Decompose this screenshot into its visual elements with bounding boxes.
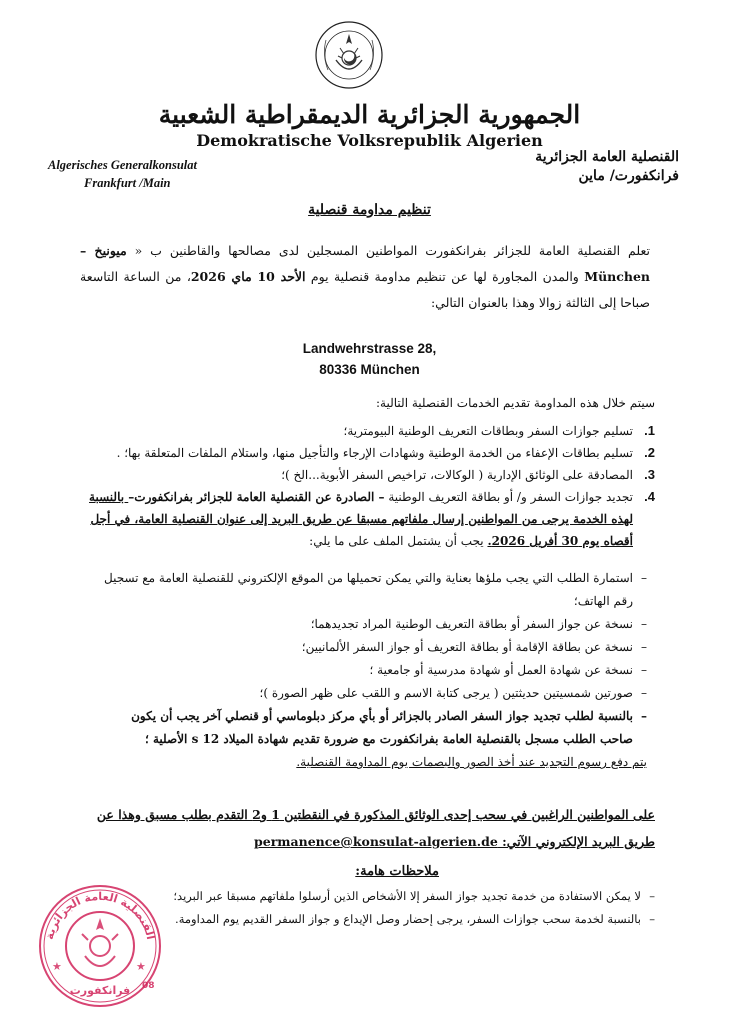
item4-text-b: – الصادرة عن القنصلية العامة للجزائر بفرانكفورت– <box>128 490 385 504</box>
stamp-top-text: القنصلية العامة الجزائرية <box>42 889 158 941</box>
item4-text-c: بالنسبة لهذه الخدمة يرجى من المواطنين إرسال ملفاتهم مسبقا عن طريق البريد إلى عنوان القنصلية العامة، في أجل أقصاه يوم 30 أفريل 2026. <box>89 490 633 548</box>
item4-text-d: يجب أن يشتمل الملف على ما يلي: <box>309 534 488 548</box>
services-intro: سيتم خلال هذه المداومة تقديم الخدمات القنصلية التالية: <box>376 396 655 410</box>
list-item <box>85 442 655 464</box>
stamp-number: 08 <box>142 981 155 991</box>
consulate-name-arabic <box>439 148 679 186</box>
services-list <box>85 420 655 552</box>
address-line1: Landwehrstrasse 28, <box>302 341 437 356</box>
item-number: 2. <box>644 445 655 460</box>
svg-text:★: ★ <box>136 960 146 973</box>
list-item <box>85 486 655 552</box>
item-number: 1. <box>644 423 655 438</box>
required-documents-list <box>99 567 647 774</box>
item4-text-a: تجديد جوازات السفر و/ أو بطاقة التعريف الوطنية <box>384 490 633 504</box>
withdraw-paragraph <box>77 801 655 855</box>
consulate-german-line1: Algerisches Generalkonsulat <box>48 158 197 172</box>
algeria-passport-note: – بالنسبة لطلب تجديد جواز السفر الصادر بالجزائر أو بأي مركز دبلوماسي أو قنصلي آخر يجب أن يكون صاحب الطلب مسجل بالقنصلية العامة بفرانكفورت مع ضرورة تقديم شهادة الميلاد s 12 الأصلية ؛ <box>99 705 647 751</box>
algeria-seal-emblem <box>314 20 384 90</box>
list-item <box>85 420 655 442</box>
list-item <box>85 464 655 486</box>
address-block <box>0 338 739 380</box>
intro-paragraph <box>80 238 650 316</box>
address-line2: 80336 München <box>319 362 420 377</box>
list-item: – صورتين شمسيتين حديثتين ( يرجى كتابة الاسم و اللقب على ظهر الصورة )؛ <box>99 682 647 705</box>
contact-email-link[interactable]: permanence@konsulat-algerien.de <box>254 834 498 849</box>
item-text: المصادقة على الوثائق الإدارية ( الوكالات، تراخيص السفر الأبوية...الخ )؛ <box>281 468 633 482</box>
list-item: – نسخة عن بطاقة الإقامة أو بطاقة التعريف أو جواز السفر الألمانيين؛ <box>99 636 647 659</box>
consulate-name-german <box>48 156 197 192</box>
intro-part1: تعلم القنصلية العامة للجزائر بفرانكفورت المواطنين المسجلين لدى مصالحها والقاطنين ب « <box>126 243 650 258</box>
intro-part2: والمدن المجاورة لها عن تنظيم مداومة قنصلية يوم <box>305 269 585 284</box>
notes-list <box>95 885 655 931</box>
list-item: – نسخة عن جواز السفر أو بطاقة التعريف الوطنية المراد تجديدهما؛ <box>99 613 647 636</box>
title-arabic: الجمهورية الجزائرية الديمقراطية الشعبية <box>158 100 581 129</box>
list-item: – بالنسبة لخدمة سحب جوازات السفر، يرجى إحضار وصل الإيداع و جواز السفر القديم يوم المداومة. <box>95 908 655 931</box>
intro-city: ميونيخ – München <box>80 243 650 284</box>
intro-date: الأحد 10 ماي 2026 <box>190 269 306 284</box>
item-number: 3. <box>644 467 655 482</box>
withdraw-line2-text: طريق البريد الإلكتروني الآتي: <box>497 834 655 849</box>
list-item: – لا يمكن الاستفادة من خدمة تجديد جواز السفر إلا الأشخاص الذين أرسلوا ملفاتهم مسبقا عبر البريد؛ <box>95 885 655 908</box>
notes-title: ملاحظات هامة: <box>355 864 439 879</box>
svg-text:★: ★ <box>52 960 62 973</box>
fees-note: يتم دفع رسوم التجديد عند أخذ الصور والبصمات يوم المداومة القنصلية. <box>296 755 647 769</box>
title-german: Demokratische Volksrepublik Algerien <box>196 131 543 150</box>
item-text: تسليم جوازات السفر وبطاقات التعريف الوطنية البيومترية؛ <box>343 424 633 438</box>
item-number: 4. <box>644 489 655 504</box>
consulate-arabic-line1: القنصلية العامة الجزائرية <box>535 149 679 165</box>
item-text: تسليم بطاقات الإعفاء من الخدمة الوطنية وشهادات الإرجاء والتأجيل منها، واستلام الملفات المتعلقة بها؛ . <box>116 446 633 460</box>
list-item: – استمارة الطلب التي يجب ملؤها بعناية والتي يمكن تحميلها من الموقع الإلكتروني للقنصلية العامة مع تسجيل رقم الهاتف؛ <box>99 567 647 613</box>
stamp-bottom-text: فرانكفورت <box>69 984 131 997</box>
document-heading: تنظيم مداومة قنصلية <box>308 202 431 218</box>
intro-part3: ، من الساعة التاسعة صباحا إلى الثالثة زوالا وهذا بالعنوان التالي: <box>80 269 650 310</box>
withdraw-line1: على المواطنين الراغبين في سحب إحدى الوثائق المذكورة في النقطتين 1 و2 التقدم بطلب مسبق وهذا عن <box>96 807 655 822</box>
consulate-arabic-line2: فرانكفورت/ ماين <box>578 168 679 184</box>
consulate-stamp-icon <box>30 878 170 1008</box>
withdraw-line2 <box>77 828 655 855</box>
list-item: – نسخة عن شهادة العمل أو شهادة مدرسية أو جامعية ؛ <box>99 659 647 682</box>
consulate-german-line2: Frankfurt /Main <box>84 176 171 190</box>
